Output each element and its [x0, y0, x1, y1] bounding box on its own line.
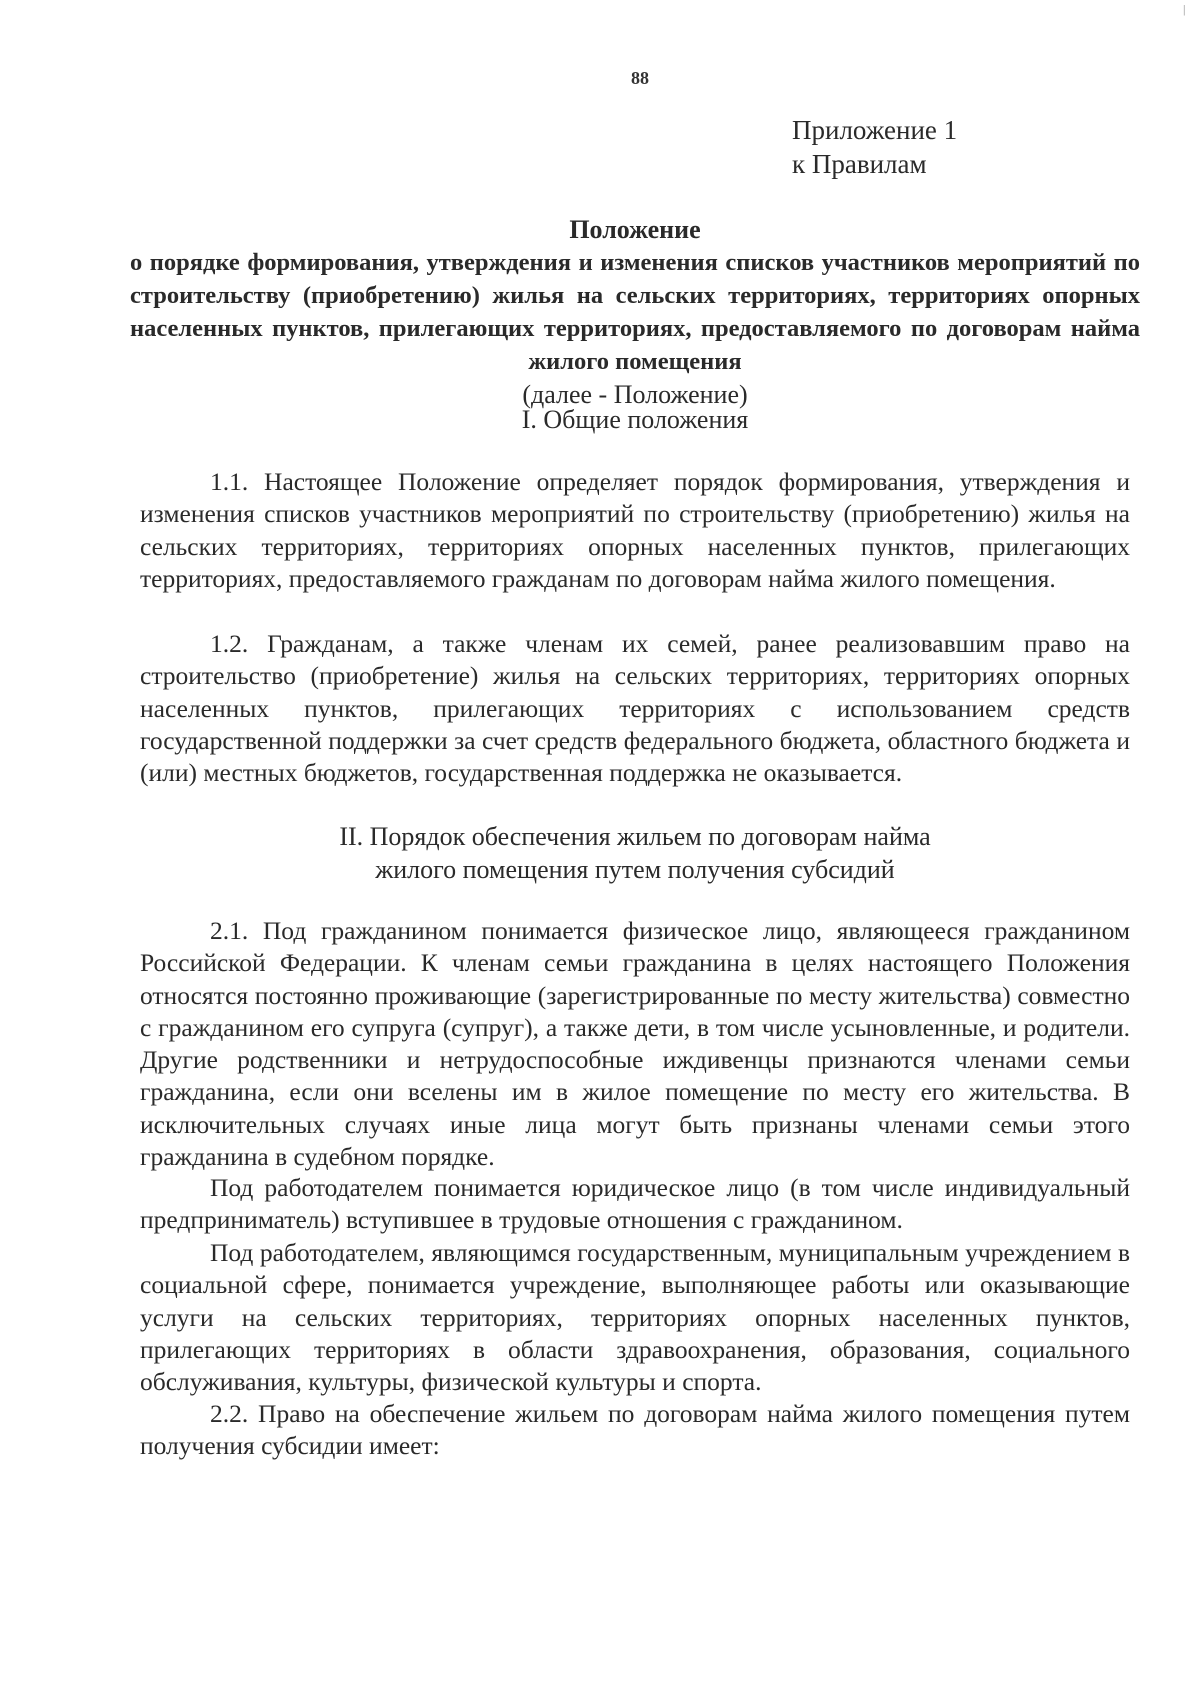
paragraph-1-2: 1.2. Гражданам, а также членам их семей, ранее реализовавшим право на строительство (приобретение) жилья на сельских территориях, территориях опорных населенных пунктов, прилегающих территориях с использованием средств государственной поддержки за счет средств федерального бюджета, областного бюджета и (или) местных бюджетов, государственная поддержка не оказывается.: [140, 629, 1130, 788]
appendix-line-1: Приложение 1: [792, 115, 958, 145]
page-number: 88: [631, 68, 649, 88]
paragraph-2-1: 2.1. Под гражданином понимается физическое лицо, являющееся гражданином Российской Федерации. К членам семьи гражданина в целях настоящего Положения относятся постоянно проживающие (зарегистрированные по месту жительства) совместно с гражданином его супруга (супруг), а также дети, в том числе усыновленные, и родители. Другие родственники и нетрудоспособные иждивенцы признаются членами семьи гражданина, если они вселены им в жилое помещение по месту его жительства. В исключительных случаях иные лица могут быть признаны членами семьи этого гражданина в судебном порядке.: [140, 916, 1130, 1172]
paragraph-1-1: 1.1. Настоящее Положение определяет порядок формирования, утверждения и изменения списков участников мероприятий по строительству (приобретению) жилья на сельских территориях, территориях опорных населенных пунктов, прилегающих территориях, предоставляемого гражданам по договорам найма жилого помещения.: [140, 467, 1130, 593]
paragraph-2-2: 2.2. Право на обеспечение жильем по договорам найма жилого помещения путем получения субсидии имеет:: [140, 1399, 1130, 1461]
section-2-heading-line-1: II. Порядок обеспечения жильем по договорам найма: [339, 822, 931, 851]
paragraph-2-1-public-employer: Под работодателем, являющимся государственным, муниципальным учреждением в социальной сфере, понимается учреждение, выполняющее работы или оказывающие услуги на сельских территориях, территориях опорных населенных пунктов, прилегающих территориях в области здравоохранения, образования, социального обслуживания, культуры, физической культуры и спорта.: [140, 1238, 1130, 1397]
section-1-heading: I. Общие положения: [521, 405, 749, 434]
document-title: Положение: [569, 215, 701, 244]
document-subtitle: о порядке формирования, утверждения и изменения списков участников мероприятий по строительству (приобретению) жилья на сельских территориях, территориях опорных населенных пунктов, прилегающих территориях, предоставляемого по договорам найма жилого помещения: [130, 249, 1140, 375]
document-title-block: [130, 213, 1140, 412]
section-2-heading-line-2: жилого помещения путем получения субсидий: [375, 855, 895, 884]
scan-edge-mark: |: [1183, 2, 1186, 16]
paragraph-2-1-employer: Под работодателем понимается юридическое лицо (в том числе индивидуальный предприниматель) вступившее в трудовые отношения с гражданином.: [140, 1173, 1130, 1235]
document-title-note: (далее - Положение): [522, 380, 748, 409]
appendix-header: [792, 113, 957, 181]
section-2-heading: [130, 820, 1140, 886]
appendix-line-2: к Правилам: [792, 149, 927, 179]
